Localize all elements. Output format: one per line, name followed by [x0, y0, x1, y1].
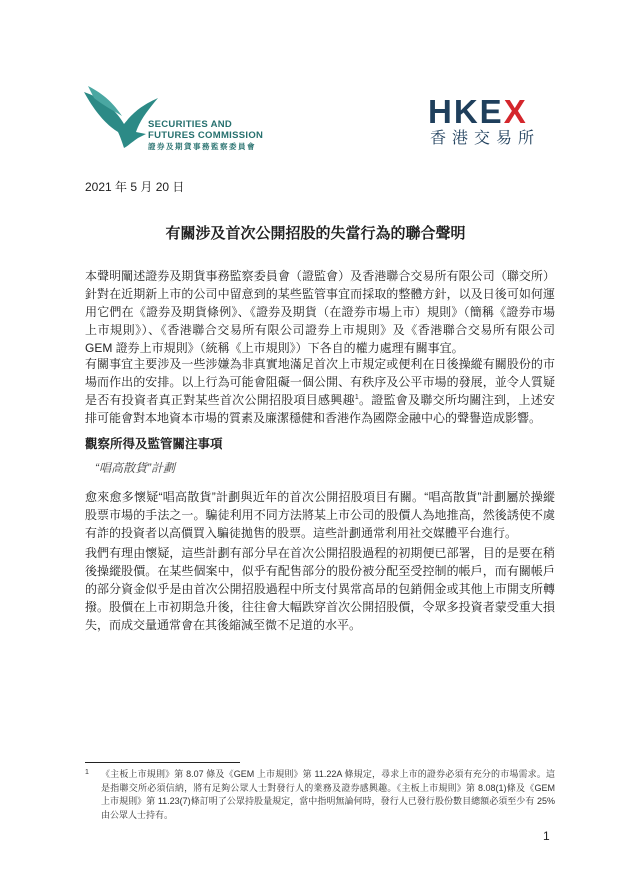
document-title: 有關涉及首次公開招股的失當行為的聯合聲明: [165, 225, 466, 242]
paragraph-concerns-text-a: 有關事宜主要涉及一些涉嫌為非真實地滿足首次上市規定或便利在日後操縱有關股份的市場而作出的安排。以上行為可能會阻礙一個公開、有秩序及公平市場的發展，並令人質疑是否有投資者真正對某些首次公開招股項目感興趣: [85, 357, 555, 407]
hkex-logo: [428, 95, 548, 151]
page-number: 1: [543, 829, 550, 843]
sfc-wordmark: [148, 119, 263, 152]
paragraph-suspicion: 我們有理由懷疑，這些計劃有部分早在首次公開招股過程的初期便已部署，目的是要在稍後操縱股價。在某些個案中，似乎有配售部分的股份被分配至受控制的帳戶，而有關帳戶的部分資金似乎是由首次公開招股過程中所支付異常高昂的包銷佣金或其他上市開支所轉撥。股價在上市初期急升後，往往會大幅跌穿首次公開招股價，令眾多投資者蒙受重大損失，而成交量通常會在其後縮減至微不足道的水平。: [85, 546, 555, 632]
sfc-logo: [82, 84, 272, 154]
footnote-reference[interactable]: 1: [354, 394, 359, 401]
paragraph-intro: 本聲明闡述證券及期貨事務監察委員會（證監會）及香港聯合交易所有限公司（聯交所）針對在近期新上市的公司中留意到的某些監管事宜而採取的整體方針，以及日後可如何運用它們在《證券及期貨條例》、《證券及期貨（在證券市場上市）規則》（簡稱《證券市場上市規則》）、《香港聯合交易所有限公司證券上市規則》及《香港聯合交易所有限公司 GEM 證券上市規則》（統稱《上市規則》）下各自的權力處理有關事宜。: [85, 269, 555, 355]
paragraph-concerns: [85, 355, 555, 427]
hkex-name-zh: 香港交易所: [430, 130, 541, 147]
sfc-name-zh: 證券及期貨事務監察委員會: [148, 142, 256, 151]
footnote-mark: 1: [85, 769, 89, 776]
document-date: 2021 年 5 月 20 日: [85, 180, 185, 194]
section-heading: 觀察所得及監管關注事項: [85, 437, 223, 451]
sub-heading: “唱高散貨”計劃: [95, 461, 175, 475]
sfc-name-line2: FUTURES COMMISSION: [148, 130, 264, 141]
hkex-x-letter: X: [503, 93, 528, 130]
sfc-name-line1: SECURITIES AND: [148, 119, 233, 130]
hkex-letters: HKE: [428, 93, 504, 130]
hkex-wordmark: [428, 95, 528, 129]
footnote: [85, 768, 555, 822]
footnote-divider: [85, 762, 240, 763]
paragraph-concerns-text-b: 。證監會及聯交所均關注到，上述安排可能會對本地資本市場的質素及廉潔穩健和香港作為國際金融中心的聲譽造成影響。: [85, 393, 555, 425]
paragraph-ramp-and-dump: 愈來愈多懷疑“唱高散貨”計劃與近年的首次公開招股項目有關。“唱高散貨”計劃屬於操縱股票市場的手法之一。騙徒利用不同方法將某上市公司的股價人為地推高，然後誘使不虞有詐的投資者以高價買入騙徒拋售的股票。這些計劃通常利用社交媒體平台進行。: [85, 490, 555, 540]
footnote-text: 《主板上市規則》第 8.07 條及《GEM 上市規則》第 11.22A 條規定，尋求上市的證券必須有充分的市場需求。這是指聯交所必須信納，將有足夠公眾人士對發行人的業務及證券感興趣。《主板上市規則》第 8.08(1)條及《GEM 上市規則》第 11.23(7)條訂明了公眾持股量規定，當中指明無論何時，發行人已發行股份數目總額必須至少有 25%由公眾人士持有。: [101, 769, 555, 820]
